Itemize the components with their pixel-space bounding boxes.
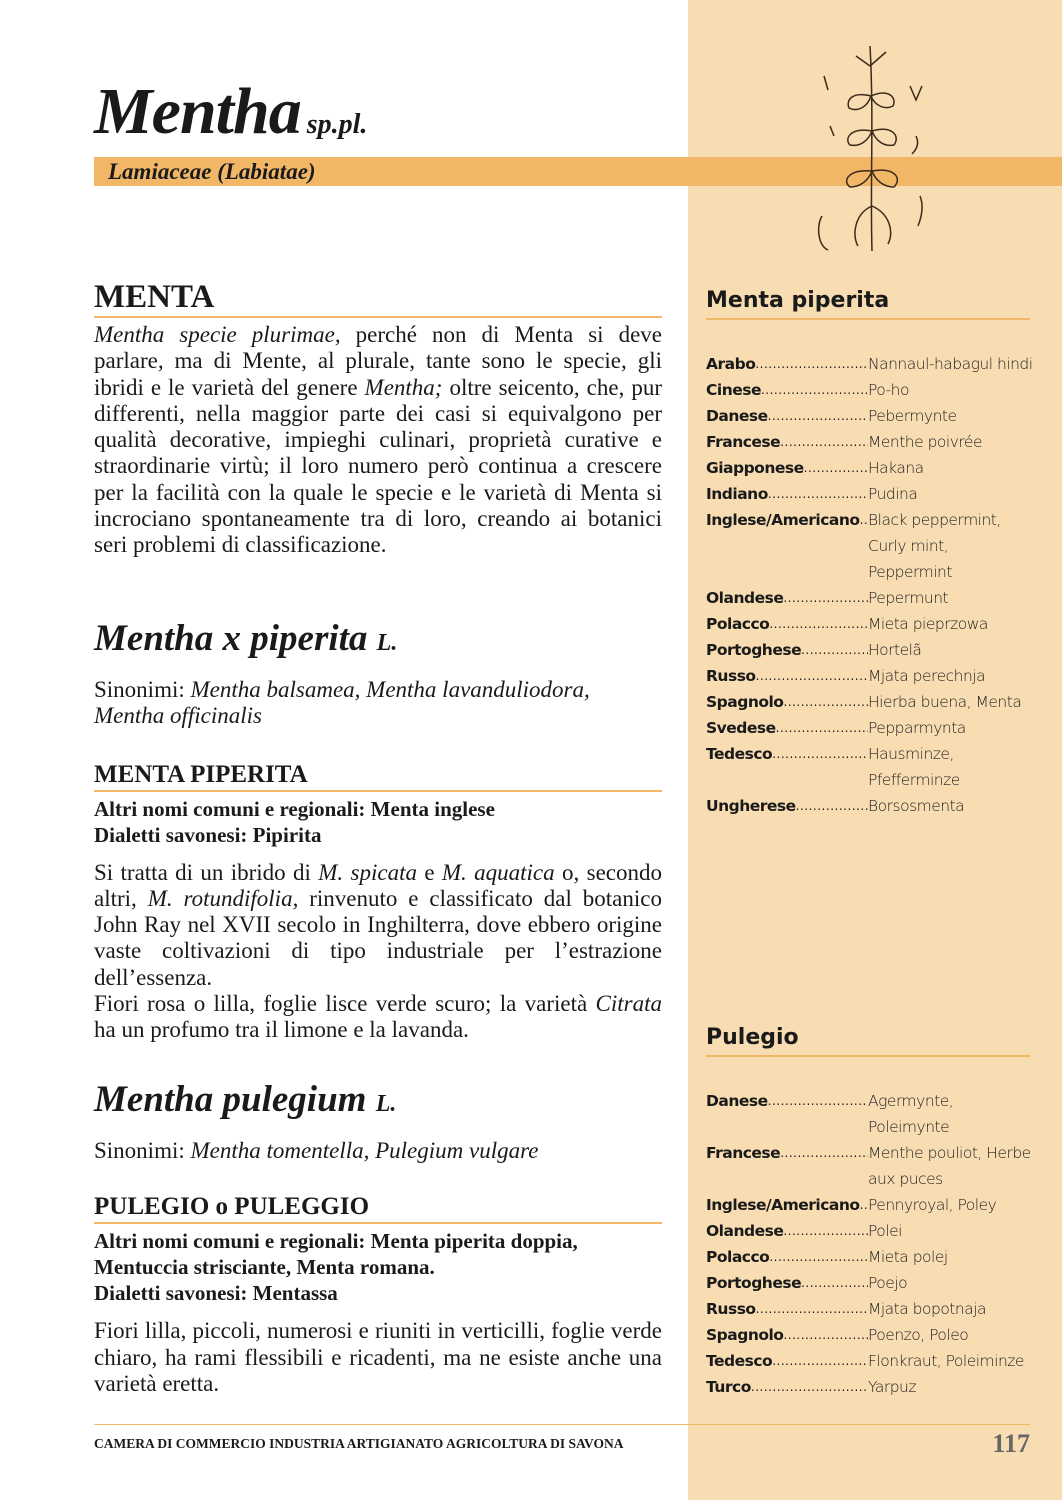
translation-row xyxy=(706,1192,1036,1218)
language: Danese xyxy=(706,407,768,425)
language-label xyxy=(706,1218,868,1244)
page-title xyxy=(94,72,367,165)
translation: Yarpuz xyxy=(868,1378,917,1396)
italic-text: M. spicata xyxy=(318,859,417,885)
language-label xyxy=(706,637,868,663)
language-label xyxy=(706,1348,868,1374)
language-label xyxy=(706,377,868,403)
translation-row xyxy=(706,507,1036,585)
language: Francese xyxy=(706,433,781,451)
species-heading xyxy=(94,1078,662,1126)
species-name: Mentha x piperita xyxy=(94,618,368,659)
translation: Mjata perechnja xyxy=(868,667,986,685)
leader-dots xyxy=(755,351,868,377)
leader-dots xyxy=(780,1140,868,1192)
footer xyxy=(94,1424,1030,1458)
leader-dots xyxy=(769,611,868,637)
dialect-names: Dialetti savonesi: Mentassa xyxy=(94,1281,338,1306)
language-label xyxy=(706,1322,868,1348)
language: Inglese/Americano xyxy=(706,1196,860,1214)
other-names: Altri nomi comuni e regionali: Menta piperita doppia, Mentuccia strisciante, Menta romana. xyxy=(94,1229,578,1280)
sidebar-heading-pulegio: Pulegio xyxy=(706,1023,1030,1057)
text: ha un profumo tra il limone e la lavanda. xyxy=(94,1017,469,1043)
text: oltre seicento, che, pur differenti, nella maggior parte dei casi si equivalgono per qualità decorative, impieghi culinari, proprietà curative e straordinarie virtù; il loro numero però continua a crescere per la facilità con la quale le specie e le varietà di Menta si incrociano spontaneamente tra di loro, creando ai botanici seri problemi di classificazione. xyxy=(94,374,662,558)
text: Fiori rosa o lilla, foglie lisce verde scuro; la varietà xyxy=(94,991,596,1017)
common-name-heading: PULEGIO o PULEGGIO xyxy=(94,1192,662,1224)
synonyms-list: Mentha balsamea, Mentha lavanduliodora, Mentha officinalis xyxy=(94,677,590,729)
translation: Menthe poivrée xyxy=(868,433,983,451)
leader-dots xyxy=(796,793,868,819)
translations-list-piperita xyxy=(706,351,1036,819)
language: Polacco xyxy=(706,615,770,633)
translation-row xyxy=(706,1296,1036,1322)
family-name: Lamiaceae (Labiatae) xyxy=(108,159,316,184)
leader-dots xyxy=(783,1218,868,1244)
translation-row xyxy=(706,481,1036,507)
pulegium-section xyxy=(94,1078,662,1397)
language: Olandese xyxy=(706,589,784,607)
language-label xyxy=(706,1374,868,1400)
leader-dots xyxy=(768,403,868,429)
translation: Borsosmenta xyxy=(868,797,965,815)
translation-row xyxy=(706,403,1036,429)
translation-row xyxy=(706,1140,1036,1192)
language-label xyxy=(706,507,868,585)
translation: Agermynte, Poleimynte xyxy=(868,1092,954,1136)
translation: Hakana xyxy=(868,459,924,477)
translation: Hierba buena, Menta xyxy=(868,693,1022,711)
text: perché non di Menta si deve parlare, ma di Mente, al plurale, tante sono le specie, gli ibridi e le varietà del genere xyxy=(94,322,662,400)
translation-row xyxy=(706,611,1036,637)
leader-dots xyxy=(768,1088,868,1140)
language: Russo xyxy=(706,1300,756,1318)
language-label xyxy=(706,793,868,819)
translation: Flonkraut, Poleiminze xyxy=(868,1352,1024,1370)
description-2 xyxy=(94,991,662,1044)
translation-row xyxy=(706,793,1036,819)
language: Spagnolo xyxy=(706,1326,784,1344)
translation-row xyxy=(706,1322,1036,1348)
language: Tedesco xyxy=(706,745,773,763)
leader-dots xyxy=(761,377,868,403)
species-name: Mentha pulegium xyxy=(94,1079,367,1120)
translation: Pennyroyal, Poley xyxy=(868,1196,997,1214)
language-label xyxy=(706,351,868,377)
leader-dots xyxy=(780,429,868,455)
language: Portoghese xyxy=(706,641,802,659)
language: Ungherese xyxy=(706,797,796,815)
synonyms-label: Sinonimi: xyxy=(94,677,191,702)
translation: Poenzo, Poleo xyxy=(868,1326,969,1344)
translation-row xyxy=(706,1270,1036,1296)
translation: Pepermunt xyxy=(868,589,949,607)
synonyms xyxy=(94,677,662,730)
language-label xyxy=(706,689,868,715)
text: Si tratta di un ibrido di xyxy=(94,859,319,885)
language-label xyxy=(706,1296,868,1322)
language-label xyxy=(706,481,868,507)
leader-dots xyxy=(768,481,868,507)
language: Russo xyxy=(706,667,756,685)
dialect-names: Dialetti savonesi: Pipirita xyxy=(94,822,322,847)
genus-suffix: sp.pl. xyxy=(306,109,368,140)
italic-text: Citrata xyxy=(595,991,662,1017)
translation: Poejo xyxy=(868,1274,908,1292)
translation-row xyxy=(706,1088,1036,1140)
translation-row xyxy=(706,663,1036,689)
leader-dots xyxy=(860,1192,868,1218)
translation-row xyxy=(706,1348,1036,1374)
text: rinvenuto e classificato dal botanico John Ray nel XVII secolo in Inghilterra, dove ebbero origine vaste coltivazioni di tipo industriale per l’estrazione dell’essenza. xyxy=(94,885,662,990)
species-author: L. xyxy=(376,630,398,656)
translation: Mieta pieprzowa xyxy=(868,615,988,633)
piperita-section xyxy=(94,617,662,1044)
leader-dots xyxy=(751,1374,868,1400)
language-label xyxy=(706,1088,868,1140)
translation: Mjata bopotnaja xyxy=(868,1300,987,1318)
language-label xyxy=(706,1192,868,1218)
translation-row xyxy=(706,455,1036,481)
translation: Hortelã xyxy=(868,641,922,659)
translation-row xyxy=(706,637,1036,663)
intro-paragraph xyxy=(94,322,662,559)
leader-dots xyxy=(783,585,868,611)
language-label xyxy=(706,1270,868,1296)
language-label xyxy=(706,715,868,741)
sidebar-heading-piperita: Menta piperita xyxy=(706,286,1030,320)
translation: Po-ho xyxy=(868,381,909,399)
language: Giapponese xyxy=(706,459,804,477)
language: Danese xyxy=(706,1092,768,1110)
italic-text: Mentha; xyxy=(364,374,443,400)
language: Polacco xyxy=(706,1248,770,1266)
language-label xyxy=(706,403,868,429)
synonyms-list: Mentha tomentella, Pulegium vulgare xyxy=(190,1138,539,1163)
publisher: CAMERA DI COMMERCIO INDUSTRIA ARTIGIANATO AGRICOLTURA DI SAVONA xyxy=(94,1436,624,1451)
language-label xyxy=(706,611,868,637)
language: Cinese xyxy=(706,381,761,399)
leader-dots xyxy=(769,1244,868,1270)
text: e xyxy=(416,859,442,885)
page-number: 117 xyxy=(992,1429,1030,1458)
language-label xyxy=(706,455,868,481)
language-label xyxy=(706,663,868,689)
translation-row xyxy=(706,741,1036,793)
leader-dots xyxy=(801,637,868,663)
synonyms-label: Sinonimi: xyxy=(94,1138,191,1163)
translation-row xyxy=(706,689,1036,715)
translation-row xyxy=(706,429,1036,455)
leader-dots xyxy=(783,1322,868,1348)
species-author: L. xyxy=(375,1091,397,1117)
language-label xyxy=(706,1140,868,1192)
leader-dots xyxy=(860,507,868,585)
translation: Pebermynte xyxy=(868,407,957,425)
section-heading: MENTA xyxy=(94,278,662,318)
italic-text: M. rotundifolia, xyxy=(147,885,299,911)
language: Arabo xyxy=(706,355,756,373)
language-label xyxy=(706,429,868,455)
leader-dots xyxy=(756,663,868,689)
description xyxy=(94,860,662,991)
leader-dots xyxy=(772,1348,868,1374)
language: Svedese xyxy=(706,719,776,737)
language-label xyxy=(706,1244,868,1270)
other-names: Altri nomi comuni e regionali: Menta inglese xyxy=(94,796,495,821)
translation-row xyxy=(706,715,1036,741)
language: Inglese/Americano xyxy=(706,511,860,529)
translation: Pudina xyxy=(868,485,918,503)
language-label xyxy=(706,741,868,793)
language: Spagnolo xyxy=(706,693,784,711)
species-heading xyxy=(94,617,662,665)
translation-row xyxy=(706,1218,1036,1244)
language: Olandese xyxy=(706,1222,784,1240)
translation: Pepparmynta xyxy=(868,719,966,737)
language: Tedesco xyxy=(706,1352,773,1370)
language: Turco xyxy=(706,1378,751,1396)
translation-row xyxy=(706,1374,1036,1400)
translation: Black peppermint, Curly mint, Peppermint xyxy=(868,511,1001,581)
common-name-heading: MENTA PIPERITA xyxy=(94,760,662,792)
genus-name: Mentha xyxy=(94,75,301,148)
translation-row xyxy=(706,1244,1036,1270)
language: Indiano xyxy=(706,485,768,503)
description: Fiori lilla, piccoli, numerosi e riuniti in verticilli, foglie verde chiaro, ha rami flessibili e ricadenti, ma ne esiste anche una varietà eretta. xyxy=(94,1318,662,1396)
intro-section xyxy=(94,278,662,559)
translations-list-pulegio xyxy=(706,1088,1036,1400)
italic-text: M. aquatica xyxy=(441,859,555,885)
translation-row xyxy=(706,377,1036,403)
translation-row xyxy=(706,585,1036,611)
language-label xyxy=(706,585,868,611)
translation: Polei xyxy=(868,1222,902,1240)
language: Francese xyxy=(706,1144,781,1162)
translation: Hausminze, Pfefferminze xyxy=(868,745,960,789)
language: Portoghese xyxy=(706,1274,802,1292)
leader-dots xyxy=(756,1296,868,1322)
translation-row xyxy=(706,351,1036,377)
synonyms xyxy=(94,1138,662,1164)
translation: Mieta polej xyxy=(868,1248,948,1266)
mint-plant-illustration xyxy=(810,36,940,256)
text: o, secondo altri, xyxy=(94,859,662,911)
leader-dots xyxy=(776,715,868,741)
translation: Menthe pouliot, Herbe aux puces xyxy=(868,1144,1031,1188)
translation: Nannaul-habagul hindi xyxy=(868,355,1033,373)
leader-dots xyxy=(804,455,868,481)
leader-dots xyxy=(783,689,868,715)
leader-dots xyxy=(801,1270,868,1296)
italic-text: Mentha specie plurimae, xyxy=(94,322,341,347)
leader-dots xyxy=(772,741,868,793)
